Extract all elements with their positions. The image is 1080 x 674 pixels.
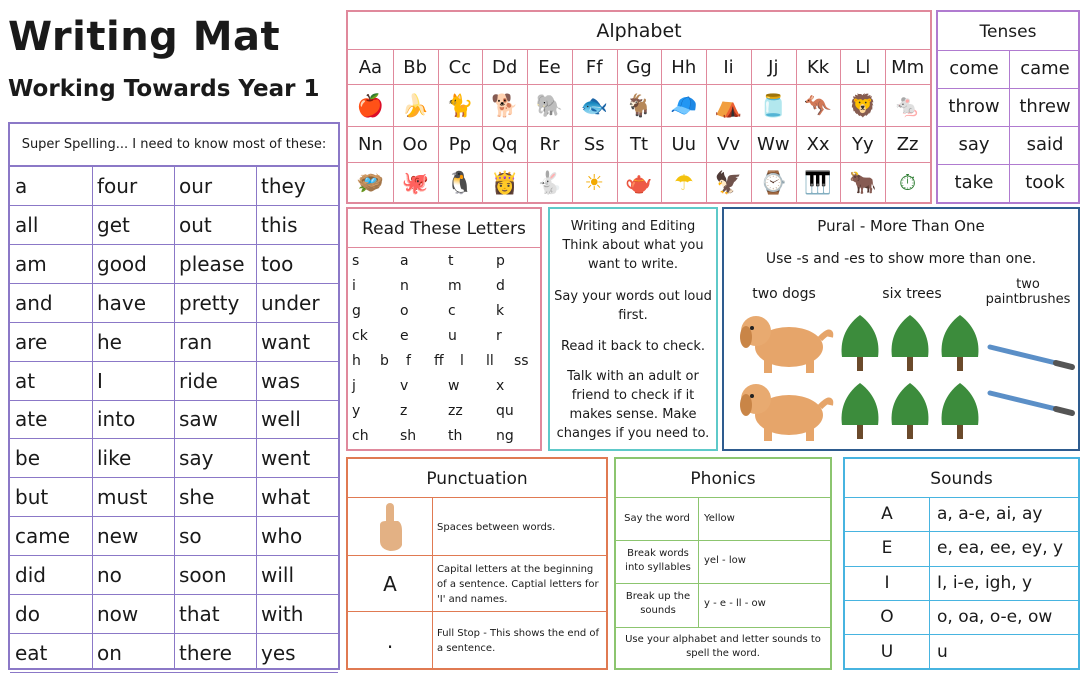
jam-icon: 🫙 xyxy=(759,93,787,119)
letter-sound: th xyxy=(448,428,463,444)
sun-icon: ☀ xyxy=(584,170,605,196)
writing-step-3: Read it back to check. xyxy=(560,339,706,354)
phonics-step-1: Say the word xyxy=(624,513,690,524)
alphabet-letter: Tt xyxy=(629,134,649,155)
spelling-word: was xyxy=(261,368,301,393)
spelling-word: like xyxy=(97,446,132,471)
spelling-word: went xyxy=(261,446,311,471)
page-subtitle: Working Towards Year 1 xyxy=(8,76,320,102)
spelling-word: they xyxy=(261,174,306,198)
spelling-word: now xyxy=(97,601,139,626)
label-six-trees: six trees xyxy=(882,286,942,302)
letter-sound: e xyxy=(400,328,409,344)
nest-icon: 🪺 xyxy=(356,170,385,196)
spelling-word: who xyxy=(261,524,303,549)
zip-icon: ⏱ xyxy=(899,170,917,196)
spelling-word: she xyxy=(179,485,215,510)
letter-sound: i xyxy=(352,278,356,294)
writing-step-4: Talk with an adult or friend to check if it makes sense. Make changes if you need to. xyxy=(556,369,710,441)
trees-illustration xyxy=(838,313,986,445)
letter-sound: y xyxy=(352,403,361,419)
umbrella-icon: ☂ xyxy=(673,170,694,196)
spelling-word: on xyxy=(97,640,122,665)
spelling-word: our xyxy=(179,174,213,198)
letter-sound: ch xyxy=(352,428,369,444)
phonics-step-3: Break up the sounds xyxy=(625,591,691,616)
spelling-word: must xyxy=(97,485,148,510)
spelling-word: at xyxy=(15,368,36,393)
vowel-spellings: u xyxy=(937,641,948,662)
spelling-word: all xyxy=(15,212,39,237)
spelling-word: ate xyxy=(15,407,48,432)
spelling-word: yes xyxy=(261,640,296,665)
divider xyxy=(845,531,1078,532)
alphabet-letter: Ee xyxy=(538,57,561,78)
alphabet-letter: Xx xyxy=(806,134,830,155)
spelling-word: into xyxy=(97,407,136,432)
spelling-word: eat xyxy=(15,640,48,665)
fish-icon: 🐟 xyxy=(580,93,608,119)
punctuation-spaces-text: Spaces between words. xyxy=(437,522,556,533)
dog-icon: 🐕 xyxy=(490,93,519,119)
alphabet-title: Alphabet xyxy=(596,20,682,42)
read-letters-panel xyxy=(346,207,542,451)
letter-sound: n xyxy=(400,278,409,294)
spelling-heading: Super Spelling... I need to know most of these: xyxy=(10,124,338,167)
elephant-icon: 🐘 xyxy=(535,93,564,119)
spelling-word: are xyxy=(15,329,48,354)
penguin-icon: 🐧 xyxy=(446,170,474,196)
tree-icon xyxy=(892,315,929,371)
vowel-spellings: o, oa, o-e, ow xyxy=(937,607,1053,628)
spelling-word: say xyxy=(179,446,214,471)
letter-sound: t xyxy=(448,253,454,269)
kangaroo-icon: 🦘 xyxy=(804,93,832,119)
alphabet-letter: Mm xyxy=(891,57,925,78)
alphabet-letter: Nn xyxy=(357,134,383,155)
writing-step-2: Say your words out loud first. xyxy=(554,289,712,323)
xylophone-icon: 🎹 xyxy=(804,170,832,196)
tense-present: take xyxy=(954,172,994,193)
dog-icon xyxy=(740,384,830,441)
spelling-word: so xyxy=(179,524,202,549)
rabbit-icon: 🐇 xyxy=(535,170,564,196)
spelling-word: soon xyxy=(179,563,227,587)
phonics-footer: Use your alphabet and letter sounds to spell the word. xyxy=(625,634,821,659)
letter-sound: c xyxy=(448,303,456,319)
dog-icon xyxy=(740,316,830,373)
octopus-icon: 🐙 xyxy=(401,170,429,196)
paintbrush-icon xyxy=(990,347,1072,367)
vowel: O xyxy=(880,607,894,628)
spelling-word: but xyxy=(15,485,49,510)
divider xyxy=(845,634,1078,635)
spelling-word: good xyxy=(97,251,147,276)
spelling-word: out xyxy=(179,212,212,237)
full-stop-symbol: . xyxy=(386,628,394,653)
spelling-word: and xyxy=(15,290,53,315)
label-two-paintbrushes: two paintbrushes xyxy=(985,277,1071,307)
alphabet-letter: Ss xyxy=(583,134,605,155)
dogs-illustration xyxy=(734,309,834,445)
letter-sound: k xyxy=(496,303,505,319)
tense-present: throw xyxy=(948,96,1000,117)
letter-sound: f xyxy=(406,353,411,369)
igloo-icon: ⛺ xyxy=(714,93,743,119)
tree-icon xyxy=(892,383,929,439)
letter-sound: l xyxy=(460,353,464,369)
letter-sound: o xyxy=(400,303,409,319)
letter-sound: d xyxy=(496,278,505,294)
queen-icon: 👸 xyxy=(490,170,519,196)
spelling-word: do xyxy=(15,601,40,626)
lion-icon: 🦁 xyxy=(849,93,877,119)
spelling-word: ride xyxy=(179,368,218,393)
alphabet-letter: Pp xyxy=(448,134,472,155)
tense-present: say xyxy=(958,134,990,155)
alphabet-letter: Zz xyxy=(896,134,919,155)
phonics-title: Phonics xyxy=(690,469,756,489)
tree-icon xyxy=(942,383,979,439)
alphabet-letter: Ff xyxy=(585,57,603,78)
tense-past: took xyxy=(1025,172,1065,193)
divider xyxy=(845,566,1078,567)
banana-icon: 🍌 xyxy=(401,93,429,119)
spelling-word: have xyxy=(97,290,147,315)
divider xyxy=(845,600,1078,601)
spelling-word: saw xyxy=(179,407,219,432)
spelling-word: am xyxy=(15,251,47,276)
plural-panel xyxy=(722,207,1080,451)
tenses-panel xyxy=(936,10,1080,204)
vowel: A xyxy=(881,504,893,524)
letter-sound: h xyxy=(352,353,361,369)
alphabet-letter: Cc xyxy=(448,57,472,78)
tense-past: threw xyxy=(1019,96,1071,117)
alphabet-letter: Uu xyxy=(671,134,697,155)
punctuation-fullstop-text: Full Stop - This shows the end of a sentence. xyxy=(437,628,600,654)
alphabet-letter: Aa xyxy=(358,57,383,78)
tree-icon xyxy=(942,315,979,371)
letter-sound: qu xyxy=(496,403,514,419)
divider xyxy=(256,167,257,668)
spelling-word: with xyxy=(261,601,304,626)
teapot-icon: 🫖 xyxy=(625,170,653,196)
sounds-title: Sounds xyxy=(930,469,993,489)
writing-step-1: Writing and Editing Think about what you want to write. xyxy=(562,219,704,272)
hat-icon: 🧢 xyxy=(670,93,698,119)
punctuation-capitals-text: Capital letters at the beginning of a sentence. Captial letters for 'I' and names. xyxy=(437,564,599,605)
letter-sound: s xyxy=(352,253,360,269)
spelling-word: ran xyxy=(179,329,213,354)
alphabet-letter: Kk xyxy=(806,57,830,78)
alphabet-letter: Bb xyxy=(403,57,428,78)
vowel: U xyxy=(880,641,894,662)
goat-icon: 🐐 xyxy=(625,93,653,119)
spelling-word: did xyxy=(15,563,46,587)
alphabet-letter: Qq xyxy=(491,134,518,155)
sounds-panel xyxy=(843,457,1080,670)
spelling-word: that xyxy=(179,601,220,626)
vowel-spellings: e, ea, ee, ey, y xyxy=(937,538,1064,559)
alphabet-letter: Vv xyxy=(717,134,740,155)
phonics-example-3: y - e - ll - ow xyxy=(704,598,766,609)
spelling-word: want xyxy=(261,329,311,354)
apple-icon: 🍎 xyxy=(356,93,385,119)
divider xyxy=(845,497,1078,498)
letter-sound: w xyxy=(448,378,460,394)
tree-icon xyxy=(842,383,879,439)
mouse-icon: 🐁 xyxy=(893,93,922,119)
letter-sound: ss xyxy=(514,353,529,369)
divider xyxy=(92,167,93,668)
letter-sound: r xyxy=(496,328,502,344)
tree-icon xyxy=(842,315,879,371)
tense-present: come xyxy=(949,58,999,79)
alphabet-letter: Oo xyxy=(402,134,428,155)
letter-sound: ck xyxy=(352,328,368,344)
paintbrush-icon xyxy=(990,393,1072,413)
spelling-word: he xyxy=(97,329,122,354)
spelling-word: will xyxy=(261,563,295,587)
cat-icon: 🐈 xyxy=(446,93,474,119)
divider xyxy=(174,167,175,668)
letter-sound: z xyxy=(400,403,408,419)
alphabet-letter: Hh xyxy=(671,57,697,78)
spelling-word: four xyxy=(97,174,138,198)
spelling-word: get xyxy=(97,212,130,237)
spelling-word: well xyxy=(261,407,301,432)
alphabet-letter: Gg xyxy=(626,57,652,78)
letter-sound: p xyxy=(496,253,505,269)
spelling-word: a xyxy=(15,174,28,198)
letter-sound: u xyxy=(448,328,457,344)
alphabet-letter: Ii xyxy=(723,57,734,78)
spelling-word: new xyxy=(97,524,139,549)
spelling-word: came xyxy=(15,524,71,549)
tense-past: came xyxy=(1020,58,1070,79)
plural-title: Pural - More Than One xyxy=(817,217,985,235)
tense-past: said xyxy=(1026,134,1064,155)
alphabet-letter: Dd xyxy=(492,57,518,78)
spelling-word: I xyxy=(97,368,103,393)
paintbrushes-illustration xyxy=(986,339,1078,419)
plural-instruction: Use -s and -es to show more than one. xyxy=(765,251,1037,267)
alphabet-letter: Ll xyxy=(855,57,871,78)
phonics-step-2: Break words into syllables xyxy=(625,548,691,573)
spelling-word: no xyxy=(97,563,122,587)
spelling-word: pretty xyxy=(179,290,240,315)
spelling-word: under xyxy=(261,290,320,315)
alphabet-letter: Rr xyxy=(539,134,560,155)
letter-sound: ng xyxy=(496,428,514,444)
alphabet-letter: Jj xyxy=(768,57,779,78)
phonics-example-2: yel - low xyxy=(704,555,746,566)
spelling-panel xyxy=(8,122,340,670)
vulture-icon: 🦅 xyxy=(714,170,743,196)
spelling-word: this xyxy=(261,212,298,237)
vowel: E xyxy=(881,538,893,559)
letter-sound: g xyxy=(352,303,361,319)
writing-panel xyxy=(548,207,718,451)
letter-sound: b xyxy=(380,353,389,369)
vowel-spellings: a, a-e, ai, ay xyxy=(937,504,1043,524)
spelling-word: there xyxy=(179,640,232,665)
spelling-word: too xyxy=(261,251,294,276)
spelling-word: please xyxy=(179,251,245,276)
alphabet-panel xyxy=(346,10,932,204)
letter-sound: ff xyxy=(434,353,444,369)
phonics-example-1: Yellow xyxy=(704,513,735,524)
phonics-panel xyxy=(614,457,832,670)
punctuation-panel xyxy=(346,457,608,670)
alphabet-letter: Ww xyxy=(757,134,790,155)
watch-icon: ⌚ xyxy=(759,170,787,196)
letter-sound: ll xyxy=(486,353,494,369)
letter-sound: m xyxy=(448,278,462,294)
label-two-dogs: two dogs xyxy=(752,286,816,302)
capital-symbol: A xyxy=(383,572,397,596)
page-title: Writing Mat xyxy=(8,14,281,60)
tenses-title: Tenses xyxy=(979,22,1037,42)
spelling-word: be xyxy=(15,446,40,471)
letter-sound: x xyxy=(496,378,505,394)
vowel-spellings: I, i-e, igh, y xyxy=(937,572,1033,593)
letter-sound: j xyxy=(352,378,356,394)
letter-sound: zz xyxy=(448,403,463,419)
letter-sound: sh xyxy=(400,428,417,444)
yak-icon: 🐂 xyxy=(849,170,877,196)
vowel: I xyxy=(884,572,890,593)
finger-icon xyxy=(376,501,404,553)
punctuation-title: Punctuation xyxy=(426,469,528,489)
alphabet-letter: Yy xyxy=(852,134,874,155)
spelling-word: what xyxy=(261,485,311,510)
read-letters-title: Read These Letters xyxy=(362,219,526,239)
letter-sound: v xyxy=(400,378,409,394)
letter-sound: a xyxy=(400,253,409,269)
